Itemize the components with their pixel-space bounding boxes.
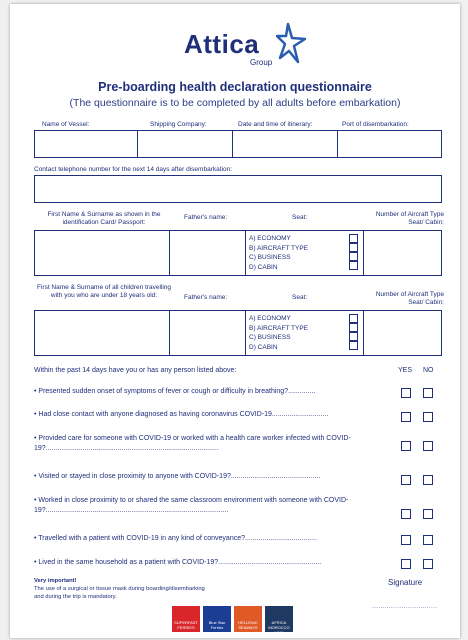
close-contact-yes-checkbox[interactable] (401, 412, 411, 422)
children-passenger-row (34, 310, 442, 356)
signature-label: Signature (388, 578, 423, 587)
disembarkation-port-label: Port of disembarkation: (342, 121, 409, 128)
provided-care-yes-checkbox[interactable] (401, 441, 411, 451)
adult-father-field[interactable] (169, 231, 245, 275)
adult-seat-cell (245, 231, 363, 275)
questionnaire-page (10, 4, 460, 638)
logo-wordmark: Attica (184, 29, 260, 59)
contact-phone-field[interactable] (34, 175, 442, 203)
disembarkation-port-field[interactable] (337, 131, 442, 157)
seat-option-aircraft-type: B) AIRCRAFT TYPE (249, 244, 308, 252)
vessel-field[interactable] (35, 131, 137, 157)
travelled-no-checkbox[interactable] (423, 535, 433, 545)
no-header: NO (423, 367, 434, 374)
children-father-header: Father's name: (184, 294, 228, 301)
question-symptoms: • Presented sudden onset of symptoms of fever or cough or difficulty in breathing?.............. (34, 388, 316, 395)
attica-logo (184, 22, 314, 72)
household-yes-checkbox[interactable] (401, 559, 411, 569)
adult-passenger-row (34, 230, 442, 276)
seat-option-economy: A) ECONOMY (249, 235, 291, 242)
close-contact-no-checkbox[interactable] (423, 412, 433, 422)
symptoms-no-checkbox[interactable] (423, 388, 433, 398)
children-seat-options (249, 314, 308, 352)
question-travelled: • Travelled with a patient with COVID-19 in any kind of conveyance?..................................... (34, 535, 317, 542)
itinerary-datetime-label: Date and time of itinerary: (238, 121, 313, 128)
travelled-yes-checkbox[interactable] (401, 535, 411, 545)
logo-group-label: Group (250, 58, 273, 67)
adult-name-header: First Name & Surname as shown in the identification Card/ Passport: (47, 211, 161, 226)
children-economy-checkbox[interactable] (349, 314, 358, 323)
question-visited: • Visited or stayed in close proximity to anyone with COVID-19?.............................................. (34, 473, 321, 480)
adult-aircraft-type-checkbox[interactable] (349, 243, 358, 252)
important-label: Very important! (34, 578, 77, 584)
adult-name-field[interactable] (35, 231, 169, 275)
question-provided-care: • Provided care for someone with COVID-19 or worked with a health care worker infected with COVID-19?......................................................................................... (34, 435, 351, 452)
adult-father-header: Father's name: (184, 214, 228, 221)
shipping-company-label: Shipping Company: (150, 121, 207, 128)
children-aircraft-header: Number of Aircraft Type Seat/ Cabin: (375, 291, 444, 306)
children-aircraft-field[interactable] (363, 311, 442, 355)
seat-option-cabin: D) CABIN (249, 343, 278, 351)
visited-yes-checkbox[interactable] (401, 475, 411, 485)
vessel-label: Name of Vessel: (42, 121, 90, 128)
question-household: • Lived in the same household as a patient with COVID-19?..................................................... (34, 559, 322, 566)
adult-business-checkbox[interactable] (349, 252, 358, 261)
questions-intro: Within the past 14 days have you or has any person listed above: (34, 367, 237, 374)
children-aircraft-type-checkbox[interactable] (349, 323, 358, 332)
symptoms-yes-checkbox[interactable] (401, 388, 411, 398)
seat-option-cabin: D) CABIN (249, 263, 278, 271)
children-father-field[interactable] (169, 311, 245, 355)
worked-close-yes-checkbox[interactable] (401, 509, 411, 519)
itinerary-datetime-field[interactable] (232, 131, 337, 157)
mask-note-line1: The use of a surgical or tissue mask during boarding/disembarking (34, 586, 205, 592)
children-cabin-checkbox[interactable] (349, 341, 358, 350)
visited-no-checkbox[interactable] (423, 475, 433, 485)
household-no-checkbox[interactable] (423, 559, 433, 569)
seat-option-economy: A) ECONOMY (249, 315, 291, 322)
trip-info-row (34, 130, 442, 158)
adult-aircraft-header: Number of Aircraft Type Seat/ Cabin: (375, 211, 444, 226)
page-subtitle: (The questionnaire is to be completed by all adults before embarkation) (69, 97, 401, 109)
hellenic-seaways-logo: HELLENIC SEAWAYS (234, 606, 262, 632)
seat-option-aircraft-type: B) AIRCRAFT TYPE (249, 324, 308, 332)
provided-care-no-checkbox[interactable] (423, 441, 433, 451)
children-business-checkbox[interactable] (349, 332, 358, 341)
question-worked-close: • Worked in close proximity to or shared the same classroom environment with someone with COVID-19?.............................................................................................. (34, 497, 349, 514)
seat-option-business: C) BUSINESS (249, 254, 291, 261)
star-icon (276, 22, 306, 66)
page-title: Pre-boarding health declaration questionnaire (98, 80, 372, 94)
africa-morocco-link-logo: AFRICA MOROCCO LINK (265, 606, 293, 632)
worked-close-no-checkbox[interactable] (423, 509, 433, 519)
question-close-contact: • Had close contact with anyone diagnosed as having coronavirus COVID-19............................. (34, 411, 329, 418)
children-name-header: First Name & Surname of all children travelling with you who are under 18 years old: (36, 284, 172, 299)
adult-seat-options (249, 234, 308, 272)
seat-option-business: C) BUSINESS (249, 334, 291, 341)
shipping-company-field[interactable] (137, 131, 232, 157)
adult-economy-checkbox[interactable] (349, 234, 358, 243)
adult-cabin-checkbox[interactable] (349, 261, 358, 270)
mask-note-line2: and during the trip is mandatory. (34, 594, 117, 600)
children-seat-cell (245, 311, 363, 355)
children-seat-header: Seat: (292, 294, 308, 301)
signature-line[interactable]: ............................... (372, 604, 438, 610)
blue-star-ferries-logo: Blue Star Ferries (203, 606, 231, 632)
adult-seat-header: Seat: (292, 214, 308, 221)
children-name-field[interactable] (35, 311, 169, 355)
contact-phone-label: Contact telephone number for the next 14 days after disembarkation: (34, 166, 233, 173)
yes-header: YES (398, 367, 413, 374)
superfast-ferries-logo: SUPERFAST FERRIES (172, 606, 200, 632)
adult-aircraft-field[interactable] (363, 231, 442, 275)
